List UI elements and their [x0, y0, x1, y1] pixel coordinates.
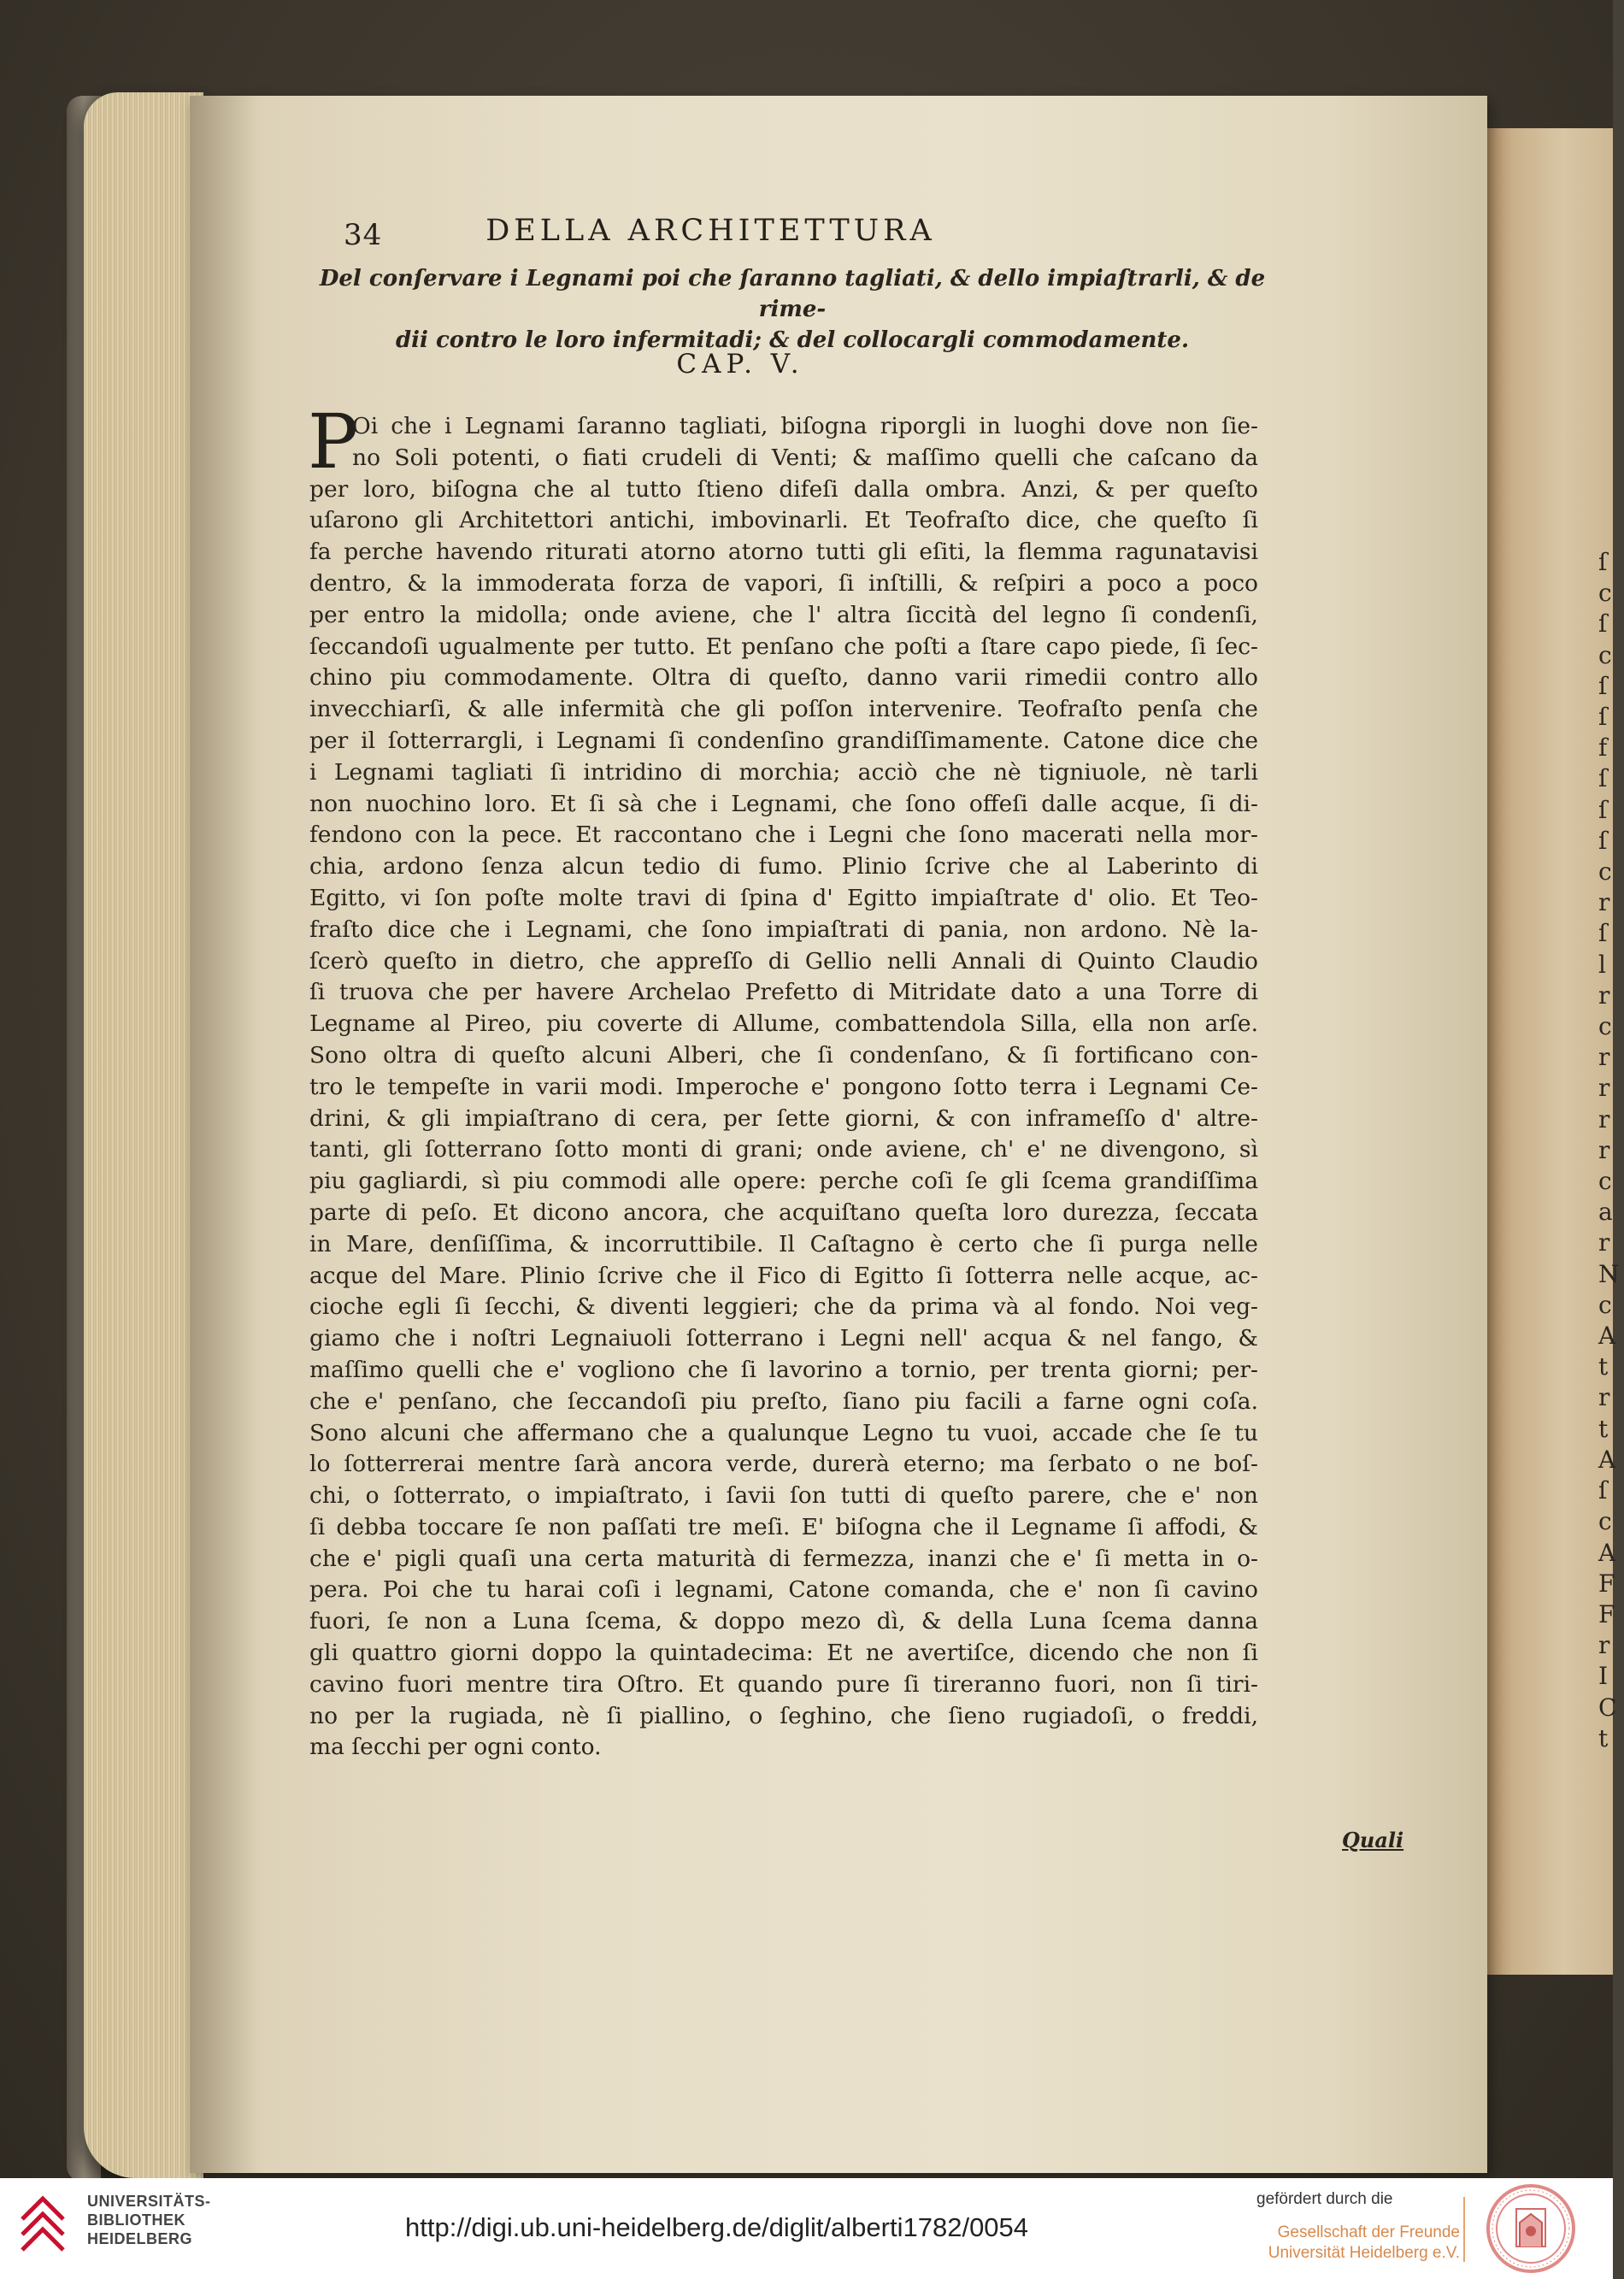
facing-page-letter: r: [1598, 1228, 1610, 1257]
section-heading: [318, 263, 1267, 356]
body-text-line: che e' pigli quaſi una certa maturità di fermezza, inanzi che e' ſi metta in o-: [309, 1545, 1258, 1572]
chapter-title: CAP. V.: [676, 349, 804, 380]
body-text-line: tro le tempeſte in varii modi. Imperoche e' pongono ſotto terra i Legnami Ce-: [309, 1073, 1258, 1100]
facing-page-letter: ſ: [1598, 764, 1608, 793]
university-seal-icon[interactable]: [1486, 2183, 1576, 2274]
facing-page-letter: r: [1598, 1135, 1610, 1164]
facing-page-letter: c: [1598, 1507, 1612, 1536]
body-text-line: pera. Poi che tu harai coſi i legnami, Catone comanda, che e' non ſi cavino: [309, 1576, 1258, 1604]
facing-page-letter: r: [1598, 980, 1610, 1010]
section-heading-line: dii contro le loro infermitadi; & del collocargli commodamente.: [395, 327, 1190, 353]
body-text-line: ma ſecchi per ogni conto.: [309, 1734, 602, 1761]
facing-page-letter: C: [1598, 1693, 1617, 1722]
body-text-line: non nuochino loro. Et ſi sà che i Legnami, che ſono offeſi dalle acque, ſi di-: [309, 790, 1258, 817]
facing-page: [1487, 128, 1620, 1975]
facing-page-letter: ſ: [1598, 610, 1608, 639]
body-text-line: fraſto dice che i Legnami, che ſono impiaſtrati di pania, non ardono. Nè la-: [309, 916, 1258, 943]
sponsor-name[interactable]: [1256, 2223, 1460, 2264]
body-text-line: acque del Mare. Plinio ſcrive che il Fico di Egitto ſi ſotterra nelle acque, ac-: [309, 1262, 1258, 1289]
facing-page-letter: ſ: [1598, 548, 1608, 576]
facing-page-letter: ſ: [1598, 1476, 1608, 1505]
sponsor-name-line: Universität Heidelberg e.V.: [1268, 2244, 1460, 2262]
body-text-line: drini, & gli impiaſtrano di cera, per ſette giorni, & con inframeſſo d' altre-: [309, 1104, 1258, 1132]
footer-divider: [1463, 2197, 1465, 2262]
facing-page-letter: r: [1598, 1631, 1610, 1660]
facing-page-letter: c: [1598, 640, 1612, 669]
body-text-line: fendono con la pece. Et raccontano che i Legni che ſono macerati nella mor-: [309, 822, 1258, 849]
body-text-line: no per la rugiada, nè ſi piallino, o ſeghino, che ſieno rugiadoſi, o freddi,: [309, 1702, 1258, 1729]
body-text-line: no Soli potenti, o fiati crudeli di Venti; & maſſimo quelli che caſcano da: [352, 444, 1258, 471]
facing-page-letter: c: [1598, 579, 1612, 608]
body-text-line: che e' penſano, che ſeccandoſi piu preſto, ſiano piu facili a farne ogni coſa.: [309, 1387, 1258, 1415]
facing-page-letter: c: [1598, 1012, 1612, 1041]
facing-page-letter: ſ: [1598, 919, 1608, 948]
sponsor-label: gefördert durch die: [1256, 2190, 1393, 2208]
facing-page-letter: t: [1598, 1352, 1609, 1381]
body-text-line: fa perche havendo riturati atorno atorno tutti gli eſiti, la flemma ragunatavisi: [309, 539, 1258, 566]
page-edges: [84, 92, 203, 2178]
facing-page-letter: A: [1598, 1322, 1616, 1351]
facing-page-letter: r: [1598, 1104, 1610, 1134]
facing-page-letter: r: [1598, 1043, 1610, 1072]
body-text-line: piu gagliardi, sì piu commodi alle opere: perche coſi ſe gli ſcema grandiſſima: [309, 1168, 1258, 1195]
body-text-line: dentro, & la immoderata forza de vapori, ſi inſtilli, & reſpiri a poco a poco: [309, 569, 1258, 597]
facing-page-letter: r: [1598, 1383, 1610, 1412]
facing-page-letter: I: [1598, 1662, 1609, 1691]
body-text-line: tanti, gli ſotterrano ſotto monti di grani; onde aviene, ch' e' ne divengono, sì: [309, 1136, 1258, 1163]
sponsor-name-line: Gesellschaft der Freunde: [1277, 2223, 1460, 2241]
facing-page-letter: r: [1598, 888, 1610, 917]
body-text-line: ſi debba toccare ſe non paſſati tre meſi. E' biſogna che il Legname ſi affodi, &: [309, 1513, 1258, 1540]
page-number: 34: [344, 218, 383, 252]
facing-page-letter: c: [1598, 1167, 1612, 1196]
body-text-line: Sono alcuni che affermano che a qualunque Legno tu vuoi, accade che ſe tu: [309, 1419, 1258, 1446]
library-name-line: HEIDELBERG: [87, 2230, 193, 2247]
facing-page-letter: N: [1598, 1259, 1620, 1288]
facing-page-letter: A: [1598, 1445, 1616, 1474]
body-text-line: per loro, biſogna che al tutto ſtieno difeſi dalla ombra. Anzi, & per queſto: [309, 475, 1258, 503]
body-text-line: Legname al Pireo, piu coverte di Allume, combattendola Silla, ella non arſe.: [309, 1010, 1258, 1038]
facing-page-letter: A: [1598, 1538, 1616, 1567]
facing-page-letter: c: [1598, 857, 1612, 886]
footer-bar: [0, 2178, 1613, 2279]
body-text-line: cavino fuori mentre tira Oſtro. Et quando pure ſi tireranno fuori, non ſi tiri-: [309, 1670, 1258, 1698]
body-text-line: fuori, ſe non a Luna ſcema, & doppo mezo dì, & della Luna ſcema danna: [309, 1608, 1258, 1635]
body-text-line: per entro la midolla; onde aviene, che l' altra ſiccità del legno ſi condenſi,: [309, 601, 1258, 628]
library-name-line: UNIVERSITÄTS-: [87, 2193, 211, 2210]
facing-page-letter: ſ: [1598, 703, 1608, 732]
body-text-line: uſarono gli Architettori antichi, imbovinarli. Et Teofraſto dice, che queſto ſi: [309, 507, 1258, 534]
facing-page-letter: ſ: [1598, 826, 1608, 855]
body-text-line: Oi che i Legnami ſaranno tagliati, biſogna riporgli in luoghi dove non ſie-: [352, 413, 1258, 439]
body-text-line: gli quattro giorni doppo la quintadecima: Et ne avertiſce, dicendo che non ſi: [309, 1640, 1258, 1667]
library-name: [87, 2192, 258, 2248]
running-title: DELLA ARCHITETTURA: [485, 214, 936, 248]
drop-cap: P: [308, 398, 359, 486]
body-text-line: lo ſotterrerai mentre ſarà ancora verde, durerà eterno; ma ſerbato o ne boſ-: [309, 1451, 1258, 1478]
body-text-line: maſſimo quelli che e' vogliono che ſi lavorino a tornio, per trenta giorni; per-: [309, 1356, 1258, 1383]
facing-page-letter: r: [1598, 1074, 1610, 1103]
body-text-line: chino piu commodamente. Oltra di queſto, danno varii rimedii contro allo: [309, 664, 1258, 692]
body-text-line: Egitto, vi ſon poſte molte travi di ſpina d' Egitto impiaſtrate d' olio. Et Teo-: [309, 884, 1258, 911]
body-text-line: Sono oltra di queſto alcuni Alberi, che ſi condenſano, & ſi fortificano con-: [309, 1041, 1258, 1069]
document-url-link[interactable]: http://digi.ub.uni-heidelberg.de/diglit/alberti1782/0054: [405, 2212, 1029, 2242]
facing-page-letter: f: [1598, 733, 1608, 763]
body-text-line: chia, ardono ſenza alcun tedio di fumo. Plinio ſcrive che al Laberinto di: [309, 853, 1258, 880]
facing-page-text: [1598, 547, 1624, 1754]
body-text-line: giamo che i noſtri Legnaiuoli ſotterrano i Legni nell' acqua & nel fango, &: [309, 1325, 1258, 1352]
body-text-line: parte di peſo. Et dicono ancora, che acquiſtano queſta loro durezza, ſeccata: [309, 1198, 1258, 1226]
body-text-line: i Legnami tagliati ſi intridino di morchia; acciò che nè tigniuole, nè tarli: [309, 758, 1258, 786]
facing-page-letter: ſ: [1598, 795, 1608, 824]
facing-page-letter: F: [1598, 1569, 1615, 1598]
section-heading-line: Del conſervare i Legnami poi che ſaranno tagliati, & dello impiaſtrarli, & de rime-: [319, 266, 1266, 322]
facing-page-letter: a: [1598, 1198, 1613, 1227]
body-text-line: in Mare, denſiſſima, & incorruttibile. Il Caſtagno è certo che ſi purga nelle: [309, 1230, 1258, 1257]
facing-page-letter: t: [1598, 1723, 1609, 1752]
facing-page-letter: t: [1598, 1414, 1609, 1443]
facing-page-letter: l: [1598, 950, 1606, 979]
body-text-line: cioche egli ſi ſecchi, & diventi leggieri; che da prima và al fondo. Noi veg-: [309, 1293, 1258, 1321]
body-text-line: chi, o ſotterrato, o impiaſtrato, i ſavii ſon tutti di queſto parere, che e' non: [309, 1482, 1258, 1510]
body-text-line: invecchiarſi, & alle infermità che gli poſſon intervenire. Teofraſto penſa che: [309, 696, 1258, 723]
catchword: Quali: [1342, 1828, 1404, 1852]
facing-page-letter: c: [1598, 1290, 1612, 1319]
body-text-line: ſcerò queſto in dietro, che appreſſo di Gellio nelli Annali di Quinto Claudio: [309, 947, 1258, 975]
body-text-line: ſi truova che per havere Archelao Prefetto di Mitridate dato a una Torre di: [309, 979, 1258, 1006]
university-library-logo-icon[interactable]: [17, 2194, 68, 2255]
page-gutter-shadow: [190, 96, 258, 2173]
library-name-line: BIBLIOTHEK: [87, 2211, 185, 2229]
facing-page-letter: F: [1598, 1599, 1615, 1628]
body-text: [308, 398, 1258, 1764]
body-text-line: ſeccandoſi ugualmente per tutto. Et penſano che poſti a ſtare capo piede, ſi ſec-: [309, 633, 1258, 660]
body-text-line: per il ſotterrargli, i Legnami ſi condenſino grandiſſimamente. Catone dice che: [309, 727, 1258, 754]
facing-page-letter: ſ: [1598, 671, 1608, 700]
